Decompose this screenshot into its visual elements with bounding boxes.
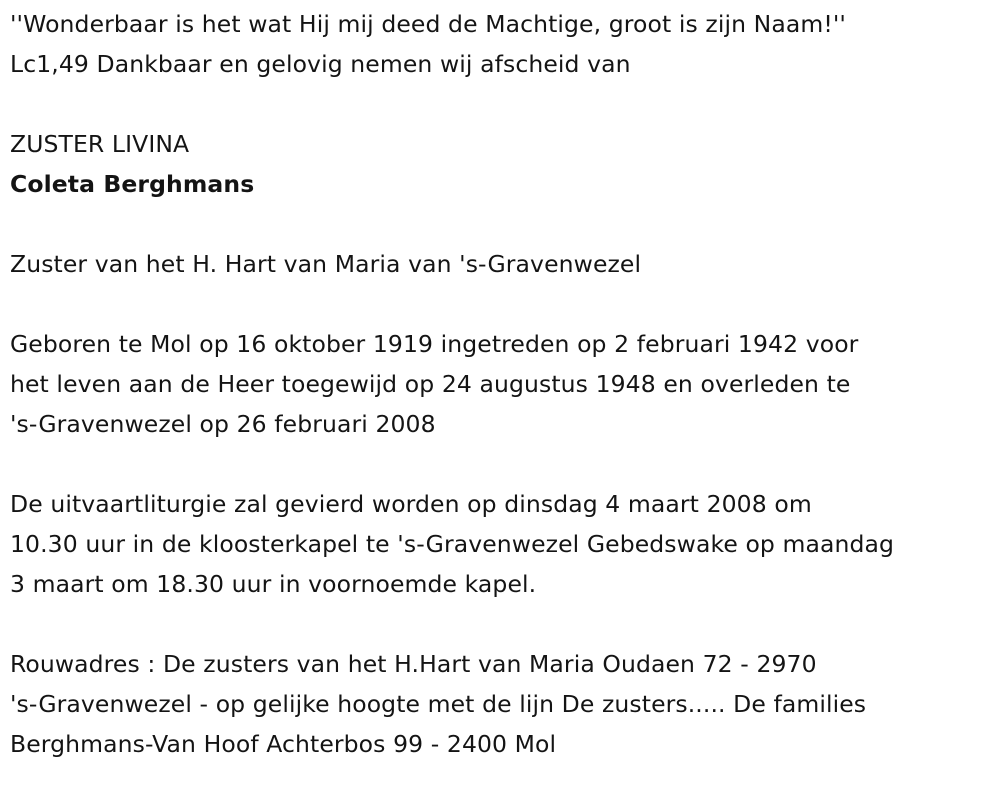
address-line-2: 's-Gravenwezel - op gelijke hoogte met de lijn De zusters..... De families [10,690,867,718]
religious-name: ZUSTER LIVINA [10,130,190,158]
spacer [10,204,995,244]
spacer [10,444,995,484]
biography-line-2: het leven aan de Heer toegewijd op 24 augustus 1948 en overleden te [10,370,851,398]
spacer [10,284,995,324]
funeral-line-2: 10.30 uur in de kloosterkapel te 's-Gravenwezel Gebedswake op maandag [10,530,895,558]
address-line-3: Berghmans-Van Hoof Achterbos 99 - 2400 Mol [10,730,557,758]
biography-line-3: 's-Gravenwezel op 26 februari 2008 [10,410,436,438]
full-name: Coleta Berghmans [10,170,255,198]
spacer [10,604,995,644]
funeral-line-3: 3 maart om 18.30 uur in voornoemde kapel. [10,570,537,598]
quote-line-2: Lc1,49 Dankbaar en gelovig nemen wij afscheid van [10,50,631,78]
congregation: Zuster van het H. Hart van Maria van 's-Gravenwezel [10,250,642,278]
spacer [10,84,995,124]
obituary-notice [10,4,995,764]
quote-line-1: ''Wonderbaar is het wat Hij mij deed de Machtige, groot is zijn Naam!'' [10,10,846,38]
funeral-line-1: De uitvaartliturgie zal gevierd worden op dinsdag 4 maart 2008 om [10,490,812,518]
address-line-1: Rouwadres : De zusters van het H.Hart van Maria Oudaen 72 - 2970 [10,650,817,678]
biography-line-1: Geboren te Mol op 16 oktober 1919 ingetreden op 2 februari 1942 voor [10,330,859,358]
